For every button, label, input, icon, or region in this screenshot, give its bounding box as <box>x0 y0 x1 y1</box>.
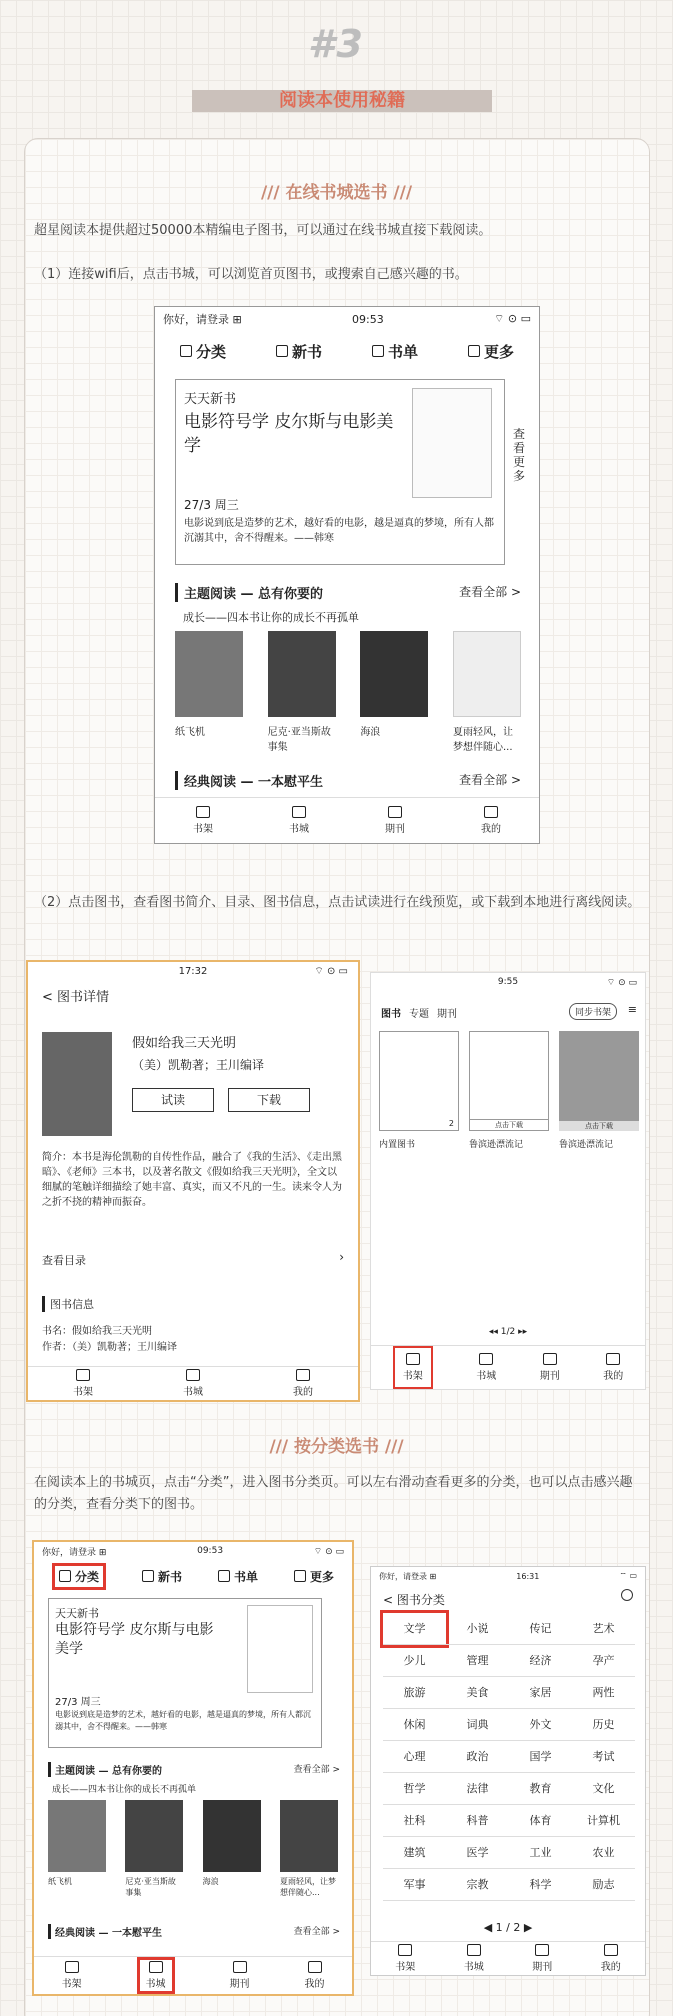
tab-shelf[interactable]: 书架 <box>395 1942 415 1975</box>
category-item[interactable]: 少儿 <box>383 1645 446 1677</box>
book-item[interactable]: 纸飞机 <box>175 631 243 753</box>
newbook-icon <box>142 1570 154 1582</box>
toc-link[interactable]: 查看目录 <box>42 1254 86 1267</box>
pager[interactable]: ◀ 1 / 2 ▶ <box>483 1921 533 1934</box>
daily-book-card[interactable]: 天天新书 电影符号学 皮尔斯与电影美学 27/3 周三 电影说到底是造梦的艺术，越好看的电影，越是逼真的梦境，所有人都沉溺其中，舍不得醒来。——韩寒 <box>48 1598 322 1748</box>
book-item[interactable]: 夏雨轻风，让梦想伴随心... <box>453 631 521 753</box>
category-grid <box>383 1613 635 1901</box>
menu-icon[interactable]: ≡ <box>627 1003 637 1016</box>
category-item[interactable]: 励志 <box>572 1869 635 1901</box>
category-item[interactable]: 孕产 <box>572 1645 635 1677</box>
store-icon <box>149 1961 163 1973</box>
store-icon <box>479 1353 493 1365</box>
nav-newbooks[interactable]: 新书 <box>142 1568 182 1585</box>
category-item[interactable]: 计算机 <box>572 1805 635 1837</box>
shelf-icon <box>196 806 210 818</box>
category-screenshot: 你好，请登录 ⊞ 16:31 ⌔ ▭ < 图书分类 文学 小说 传记 艺术 少儿 管理 经济 孕产 旅游 美食 家居 两性 休闲 词典 外文 历史 心理 政治 国学 考试 哲学 法律 教育 文化 社科 科普 体育 计算机 建筑 医学 工业 农业 军事 宗教 科学 励志 ◀ 1 / 2 ▶ 书架 书城 期刊 我的 <box>370 1566 646 1976</box>
user-icon <box>484 806 498 818</box>
more-icon <box>468 345 480 357</box>
category-item[interactable]: 体育 <box>509 1805 572 1837</box>
category-item[interactable]: 教育 <box>509 1773 572 1805</box>
shelf-tabs <box>381 1005 457 1020</box>
tab-mine[interactable]: 我的 <box>601 1942 621 1975</box>
book-author: （美）凯勒著；王川编译 <box>132 1058 265 1072</box>
book-cover <box>203 1800 261 1872</box>
bookstore-screenshot: 你好，请登录 ⊞ 09:53 ⌔ ⊙ ▭ 分类 新书 书单 更多 天天新书 电影符号学 皮尔斯与电影美学 27/3 周三 电影说到底是造梦的艺术，越好看的电影，越是逼真的梦境，所有人都沉溺其中，舍不得醒来。——韩寒 查看更多 主题阅读 — 总有你要的 查看全部 > 成长——四本书让你的成长不再孤单 纸飞机 尼克·亚当斯故事集 海浪 夏雨轻风，让梦想伴随心... 经典阅读 — 一本慰平生 查看全部 > 书架 书城 期刊 我的 <box>154 306 540 844</box>
status-icons: ⌔ ⊙ ▭ <box>314 965 348 977</box>
bookstore-screenshot-2: 你好，请登录 ⊞ 09:53 ⌔ ⊙ ▭ 分类 新书 书单 更多 天天新书 电影符号学 皮尔斯与电影美学 27/3 周三 电影说到底是造梦的艺术，越好看的电影，越是逼真的梦境，所有人都沉溺其中，舍不得醒来。——韩寒 主题阅读 — 总有你要的 查看全部 > 成长——四本书让你的成长不再孤单 纸飞机 尼克·亚当斯故事集 海浪 夏雨轻风，让梦想伴随心... 经典阅读 — 一本慰平生 查看全部 > 书架 书城 期刊 我的 <box>32 1540 354 1996</box>
category-item[interactable]: 休闲 <box>383 1709 446 1741</box>
section-title-category: /// 按分类选书 /// <box>269 1437 404 1457</box>
status-icons: ⌔ ▭ <box>619 1571 637 1580</box>
category-item[interactable]: 历史 <box>572 1709 635 1741</box>
status-icons: ⌔ ⊙ ▭ <box>313 1546 344 1557</box>
category-item[interactable]: 词典 <box>446 1709 509 1741</box>
book-item[interactable]: 尼克·亚当斯故事集 <box>268 631 336 753</box>
back-title[interactable]: < 图书详情 <box>42 990 110 1005</box>
tab-store[interactable]: 书城 <box>289 798 309 843</box>
more-icon <box>294 1570 306 1582</box>
category-item[interactable]: 哲学 <box>383 1773 446 1805</box>
book-summary: 简介：本书是海伦凯勒的自传性作品，融合了《我的生活》、《走出黑暗》、《老师》三本书，以及著名散文《假如给我三天光明》，全文以细腻的笔触详细描绘了她丰富、真实，而又不凡的一生。读来令人为之折不挠的精神而振奋。 <box>42 1152 342 1208</box>
status-icons: ⌔ ⊙ ▭ <box>606 977 637 988</box>
book-item[interactable]: 夏雨轻风，让梦想伴随心... <box>280 1800 338 1898</box>
category-icon <box>180 345 192 357</box>
book-item[interactable]: 尼克·亚当斯故事集 <box>125 1800 183 1898</box>
daily-book-card[interactable]: 天天新书 电影符号学 皮尔斯与电影美学 27/3 周三 电影说到底是造梦的艺术，越好看的电影，越是逼真的梦境，所有人都沉溺其中，舍不得醒来。——韩寒 <box>175 379 505 565</box>
daily-book-cover <box>247 1605 313 1693</box>
book-item[interactable]: 海浪 <box>203 1800 261 1898</box>
book-cover <box>48 1800 106 1872</box>
pager[interactable]: ◂◂ 1/2 ▸▸ <box>488 1327 528 1337</box>
tab-journals[interactable]: 期刊 <box>437 1009 457 1020</box>
tab-store[interactable]: 书城 <box>183 1367 203 1400</box>
category-item[interactable]: 艺术 <box>572 1613 635 1645</box>
book-cover <box>175 631 243 717</box>
shelf-icon <box>406 1353 420 1365</box>
daily-book-cover <box>412 388 492 498</box>
book-item[interactable]: 点击下载 <box>559 1031 639 1131</box>
journal-icon <box>388 806 402 818</box>
bookshelf-screenshot: 9:55 ⌔ ⊙ ▭ 图书 专题 期刊 同步书架 ≡ 2 内置图书 点击下载 鲁滨逊漂流记 点击下载 鲁滨逊漂流记 ◂◂ 1/2 ▸▸ 书架 书城 期刊 我的 <box>370 972 646 1390</box>
tab-journal[interactable]: 期刊 <box>532 1942 552 1975</box>
nav-booklist[interactable]: 书单 <box>372 341 418 362</box>
book-item[interactable]: 2 <box>379 1031 459 1131</box>
category-item[interactable]: 科普 <box>446 1805 509 1837</box>
newbook-icon <box>276 345 288 357</box>
book-row <box>175 631 521 753</box>
back-title[interactable]: < 图书分类 <box>383 1593 445 1607</box>
book-cover <box>280 1800 338 1872</box>
daily-book-title: 电影符号学 皮尔斯与电影美学 <box>184 412 394 456</box>
section-number: #3 <box>308 22 365 66</box>
nav-category[interactable]: 分类 <box>180 341 226 362</box>
tab-shelf[interactable]: 书架 <box>73 1367 93 1400</box>
book-detail-screenshot: 17:32 ⌔ ⊙ ▭ < 图书详情 假如给我三天光明 （美）凯勒著；王川编译 试读 下载 简介：本书是海伦凯勒的自传性作品，融合了《我的生活》、《走出黑暗》、《老师》三本书，以及著名散文《假如给我三天光明》，全文以细腻的笔触详细描绘了她丰富、真实，而又不凡的一生。读来令人为之折不挠的精神而振奋。 查看目录 › 图书信息 书名：假如给我三天光明 作者：（美）凯勒著；王川编译 书架 书城 我的 <box>26 960 360 1402</box>
booklist-icon <box>218 1570 230 1582</box>
book-cover <box>453 631 521 717</box>
view-all-link[interactable]: 查看全部 > <box>459 585 521 599</box>
category-item[interactable]: 考试 <box>572 1741 635 1773</box>
tab-store[interactable]: 书城 <box>476 1346 496 1389</box>
shelf-icon <box>398 1944 412 1956</box>
journal-icon <box>543 1353 557 1365</box>
category-item[interactable]: 两性 <box>572 1677 635 1709</box>
step2-text: （2）点击图书，查看图书简介、目录、图书信息，点击试读进行在线预览，或下载到本地进行离线阅读。 <box>34 895 641 910</box>
nav-more[interactable]: 更多 <box>294 1568 334 1585</box>
category-icon <box>59 1570 71 1582</box>
book-cover <box>360 631 428 717</box>
tab-mine[interactable]: 我的 <box>481 798 501 843</box>
tab-store[interactable]: 书城 <box>464 1942 484 1975</box>
user-icon <box>296 1369 310 1381</box>
store-icon <box>292 806 306 818</box>
book-item[interactable]: 海浪 <box>360 631 428 753</box>
sync-shelf-button[interactable]: 同步书架 <box>569 1003 617 1020</box>
category-item[interactable]: 工业 <box>509 1837 572 1869</box>
shelf-icon <box>76 1369 90 1381</box>
category-item[interactable]: 农业 <box>572 1837 635 1869</box>
category-item[interactable]: 宗教 <box>446 1869 509 1901</box>
user-icon <box>604 1944 618 1956</box>
view-more-side[interactable]: 查看更多 <box>513 427 526 483</box>
category-item[interactable]: 家居 <box>509 1677 572 1709</box>
tab-store[interactable]: 书城 <box>137 1957 175 1994</box>
category-item[interactable]: 国学 <box>509 1741 572 1773</box>
category-item[interactable]: 建筑 <box>383 1837 446 1869</box>
tab-mine[interactable]: 我的 <box>293 1367 313 1400</box>
nav-category[interactable]: 分类 <box>52 1563 106 1590</box>
tab-journal[interactable]: 期刊 <box>230 1957 250 1994</box>
category-item[interactable]: 管理 <box>446 1645 509 1677</box>
nav-booklist[interactable]: 书单 <box>218 1568 258 1585</box>
section-title-online: /// 在线书城选书 /// <box>260 183 413 203</box>
book-item[interactable]: 纸飞机 <box>48 1800 106 1898</box>
tab-shelf[interactable]: 书架 <box>62 1957 82 1994</box>
category-item[interactable]: 文学 <box>383 1613 446 1645</box>
step1-text: （1）连接wifi后，点击书城，可以浏览首页图书，或搜索自己感兴趣的书。 <box>34 267 468 282</box>
category-item[interactable]: 社科 <box>383 1805 446 1837</box>
user-icon <box>308 1961 322 1973</box>
category-item[interactable]: 传记 <box>509 1613 572 1645</box>
status-login[interactable]: 你好，请登录 ⊞ <box>163 313 242 326</box>
book-item[interactable]: 点击下载 <box>469 1031 549 1131</box>
search-icon[interactable] <box>621 1589 633 1601</box>
status-time: 09:53 <box>352 312 384 326</box>
category-item[interactable]: 美食 <box>446 1677 509 1709</box>
category-item[interactable]: 法律 <box>446 1773 509 1805</box>
category-item[interactable]: 军事 <box>383 1869 446 1901</box>
user-icon <box>606 1353 620 1365</box>
intro-text: 超星阅读本提供超过50000本精编电子图书，可以通过在线书城直接下载阅读。 <box>34 223 492 238</box>
book-title: 假如给我三天光明 <box>132 1036 237 1051</box>
nav-more[interactable]: 更多 <box>468 341 514 362</box>
category-item[interactable]: 政治 <box>446 1741 509 1773</box>
tab-topics[interactable]: 专题 <box>409 1009 429 1020</box>
store-icon <box>186 1369 200 1381</box>
category-item[interactable]: 科学 <box>509 1869 572 1901</box>
chevron-right-icon: › <box>339 1250 344 1264</box>
book-row <box>48 1800 338 1898</box>
tab-books[interactable]: 图书 <box>381 1009 401 1020</box>
tab-journal[interactable]: 期刊 <box>540 1346 560 1389</box>
category-item[interactable]: 小说 <box>446 1613 509 1645</box>
book-cover <box>268 631 336 717</box>
book-cover <box>125 1800 183 1872</box>
shelf-icon <box>65 1961 79 1973</box>
tab-mine[interactable]: 我的 <box>305 1957 325 1994</box>
journal-icon <box>535 1944 549 1956</box>
tab-shelf[interactable]: 书架 <box>393 1346 433 1389</box>
book-cover <box>42 1032 112 1136</box>
tab-shelf[interactable]: 书架 <box>193 798 213 843</box>
view-all-link-2[interactable]: 查看全部 > <box>459 773 521 787</box>
journal-icon <box>233 1961 247 1973</box>
nav-newbooks[interactable]: 新书 <box>276 341 322 362</box>
category-item[interactable]: 旅游 <box>383 1677 446 1709</box>
try-read-button[interactable]: 试读 <box>132 1088 214 1112</box>
store-icon <box>467 1944 481 1956</box>
category-text: 在阅读本上的书城页，点击“分类”，进入图书分类页。可以左右滑动查看更多的分类，也可以点击感兴趣的分类，查看分类下的图书。 <box>34 1475 633 1512</box>
category-item[interactable]: 医学 <box>446 1837 509 1869</box>
tab-mine[interactable]: 我的 <box>603 1346 623 1389</box>
download-button[interactable]: 下载 <box>228 1088 310 1112</box>
status-icons: ⌔ ⊙ ▭ <box>494 312 531 325</box>
booklist-icon <box>372 345 384 357</box>
tab-journal[interactable]: 期刊 <box>385 798 405 843</box>
section-banner: 阅读本使用秘籍 <box>192 90 492 112</box>
category-item[interactable]: 经济 <box>509 1645 572 1677</box>
category-item[interactable]: 外文 <box>509 1709 572 1741</box>
category-item[interactable]: 文化 <box>572 1773 635 1805</box>
category-item[interactable]: 心理 <box>383 1741 446 1773</box>
